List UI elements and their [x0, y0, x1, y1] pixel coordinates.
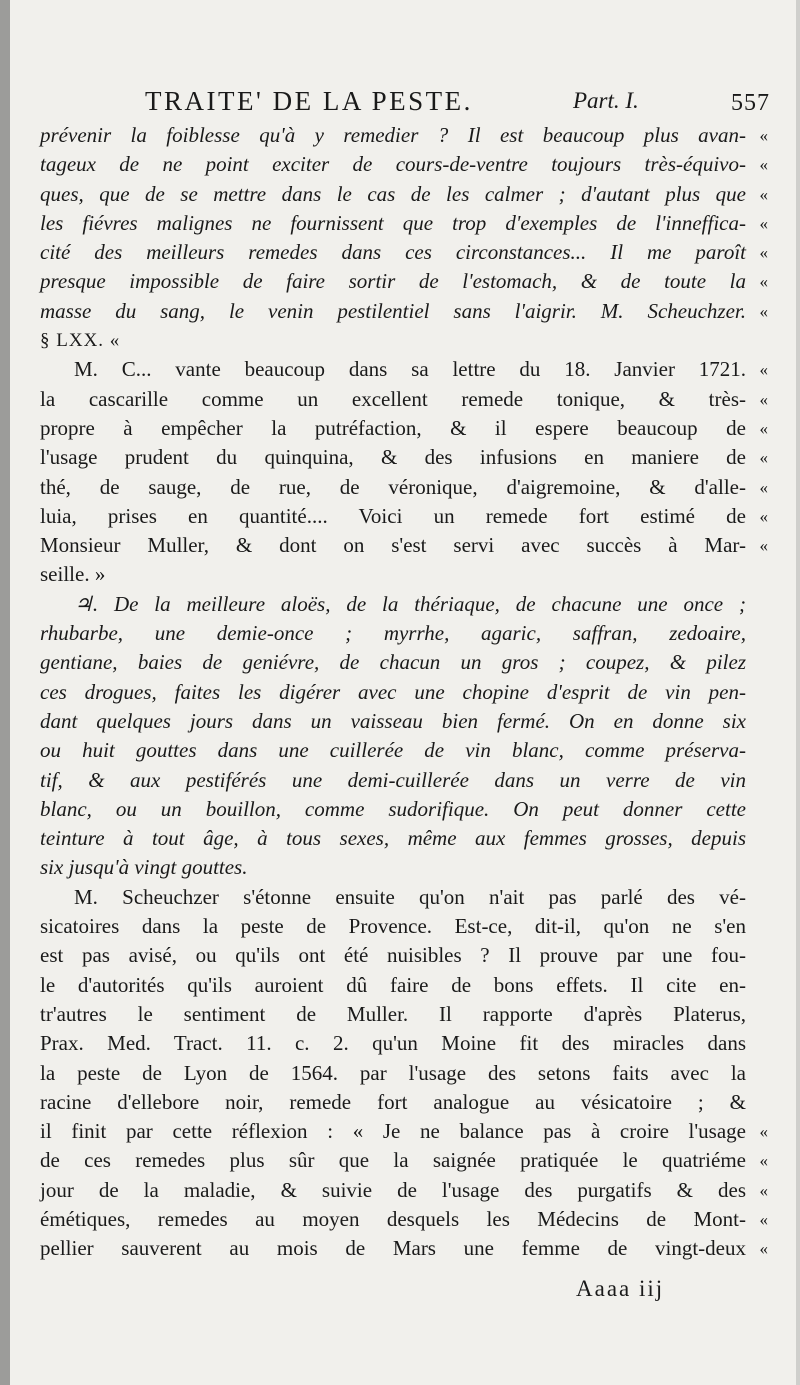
text-line [40, 971, 768, 1000]
line-text: tif, & aux pestiférés une demi-cuillerée dans un verre de vin [40, 767, 746, 792]
line-text: pellier sauverent au mois de Mars une femme de vingt-deux [40, 1236, 746, 1261]
line-text: il finit par cette réflexion : « Je ne balance pas à croire l'usage [40, 1119, 746, 1144]
line-text: propre à empêcher la putréfaction, & il espere beaucoup de [40, 415, 746, 440]
text-line [40, 443, 768, 472]
line-text: ces drogues, faites les digérer avec une chopine d'esprit de vin pen- [40, 679, 746, 704]
text-line [40, 355, 768, 384]
text-line [40, 648, 768, 677]
line-text: rhubarbe, une demie-once ; myrrhe, agaric, saffran, zedoaire, [40, 621, 746, 646]
text-line [40, 883, 768, 912]
text-line [40, 1029, 768, 1058]
quote-mark: « [759, 126, 768, 145]
quote-mark: « [759, 1122, 768, 1142]
text-line [40, 1205, 768, 1234]
text-line [40, 824, 768, 853]
text-line [40, 795, 768, 824]
text-line [40, 736, 768, 765]
line-text: ou huit gouttes dans une cuillerée de vin blanc, comme préserva- [40, 738, 746, 763]
quote-mark: « [759, 418, 768, 438]
page-edge [796, 0, 800, 1385]
page-gutter-shadow [0, 0, 10, 1385]
line-text: gentiane, baies de geniévre, de chacun un gros ; coupez, & pilez [40, 650, 746, 675]
text-line [40, 209, 768, 238]
quote-mark: « [759, 448, 768, 468]
text-line [40, 707, 768, 736]
text-line [40, 150, 768, 179]
line-text: tr'autres le sentiment de Muller. Il rapporte d'après Platerus, [40, 1001, 746, 1026]
quote-mark: « [759, 536, 768, 556]
line-text: teinture à tout âge, à tous sexes, même aux femmes grosses, depuis [40, 826, 746, 851]
line-text: ♃. De la meilleure aloës, de la thériaque, de chacune une once ; [74, 591, 746, 616]
running-header [145, 86, 770, 122]
text-line [40, 414, 768, 443]
line-text: § LXX. « [40, 330, 121, 352]
text-line [40, 180, 768, 209]
text-line [40, 385, 768, 414]
text-line [40, 678, 768, 707]
text-line [40, 1117, 768, 1146]
text-line [40, 1146, 768, 1175]
text-line [40, 1088, 768, 1117]
text-line [40, 326, 768, 355]
text-line [40, 853, 768, 882]
catchword: Aaaa iij [576, 1276, 665, 1301]
line-text: sicatoires dans la peste de Provence. Est-ce, dit-il, qu'on ne s'en [40, 914, 746, 939]
line-text: racine d'ellebore noir, remede fort analogue au vésicatoire ; & [40, 1089, 746, 1114]
text-line [40, 1059, 768, 1088]
text-line [40, 1000, 768, 1029]
text-line [40, 121, 768, 150]
line-text: six jusqu'à vingt gouttes. [40, 855, 248, 880]
line-text: est pas avisé, ou qu'ils ont été nuisibles ? Il prouve par une fou- [40, 943, 746, 968]
quote-mark: « [759, 360, 768, 380]
quote-mark: « [759, 389, 768, 409]
line-text: jour de la maladie, & suivie de l'usage des purgatifs & des [40, 1177, 746, 1202]
text-line [40, 590, 768, 619]
running-title: TRAITE' DE LA PESTE. [145, 86, 473, 116]
line-text: blanc, ou un bouillon, comme sudorifique. On peut donner cette [40, 796, 746, 821]
text-line [40, 473, 768, 502]
line-text: émétiques, remedes au moyen desquels les Médecins de Mont- [40, 1206, 746, 1231]
line-text: ques, que de se mettre dans le cas de les calmer ; d'autant plus que [40, 181, 746, 206]
line-text: le d'autorités qu'ils auroient dû faire de bons effets. Il cite en- [40, 972, 746, 997]
quote-mark: « [759, 477, 768, 497]
line-text: dant quelques jours dans un vaisseau bien fermé. On en donne six [40, 708, 746, 733]
text-line [40, 297, 768, 326]
text-line [40, 912, 768, 941]
line-text: cité des meilleurs remedes dans ces circonstances... Il me paroît [40, 240, 746, 265]
quote-mark: « [759, 506, 768, 526]
quote-mark: « [759, 184, 768, 204]
line-text: masse du sang, le venin pestilentiel sans l'aigrir. M. Scheuchzer. [40, 298, 746, 323]
quote-mark: « [759, 272, 768, 292]
text-line [40, 941, 768, 970]
quote-mark: « [759, 1209, 768, 1229]
line-text: la peste de Lyon de 1564. par l'usage des setons faits avec la [40, 1060, 746, 1085]
line-text: M. Scheuchzer s'étonne ensuite qu'on n'ait pas parlé des vé- [74, 884, 746, 909]
quote-mark: « [759, 1151, 768, 1171]
quote-mark: « [759, 1180, 768, 1200]
text-line [40, 560, 768, 589]
quote-mark: « [759, 213, 768, 233]
line-text: la cascarille comme un excellent remede tonique, & très- [40, 386, 746, 411]
quote-mark: « [759, 243, 768, 263]
line-text: de ces remedes plus sûr que la saignée pratiquée le quatriéme [40, 1148, 746, 1173]
page-number: 557 [731, 90, 770, 116]
quote-mark: « [759, 301, 768, 321]
part-label: Part. I. [573, 88, 639, 113]
line-text: luia, prises en quantité.... Voici un remede fort estimé de [40, 503, 746, 528]
line-text: M. C... vante beaucoup dans sa lettre du 18. Janvier 1721. [74, 357, 746, 382]
line-text: prévenir la foiblesse qu'à y remedier ? Il est beaucoup plus avan- [40, 123, 746, 147]
line-text: thé, de sauge, de rue, de véronique, d'aigremoine, & d'alle- [40, 474, 746, 499]
text-line [40, 502, 768, 531]
quote-mark: « [759, 155, 768, 175]
text-line [40, 1234, 768, 1263]
text-line [40, 766, 768, 795]
page-body [40, 121, 768, 1264]
quote-mark: « [759, 1239, 768, 1259]
line-text: tageux de ne point exciter de cours-de-ventre toujours très-équivo- [40, 152, 746, 177]
text-line [40, 619, 768, 648]
text-line [40, 1176, 768, 1205]
text-line [40, 238, 768, 267]
line-text: seille. » [40, 562, 106, 587]
line-text: Prax. Med. Tract. 11. c. 2. qu'un Moine fit des miracles dans [40, 1031, 746, 1056]
text-line [40, 531, 768, 560]
line-text: presque impossible de faire sortir de l'estomach, & de toute la [40, 269, 746, 294]
line-text: Monsieur Muller, & dont on s'est servi avec succès à Mar- [40, 533, 746, 558]
line-text: l'usage prudent du quinquina, & des infusions en maniere de [40, 445, 746, 470]
line-text: les fiévres malignes ne fournissent que trop d'exemples de l'inneffica- [40, 210, 746, 235]
text-line [40, 267, 768, 296]
